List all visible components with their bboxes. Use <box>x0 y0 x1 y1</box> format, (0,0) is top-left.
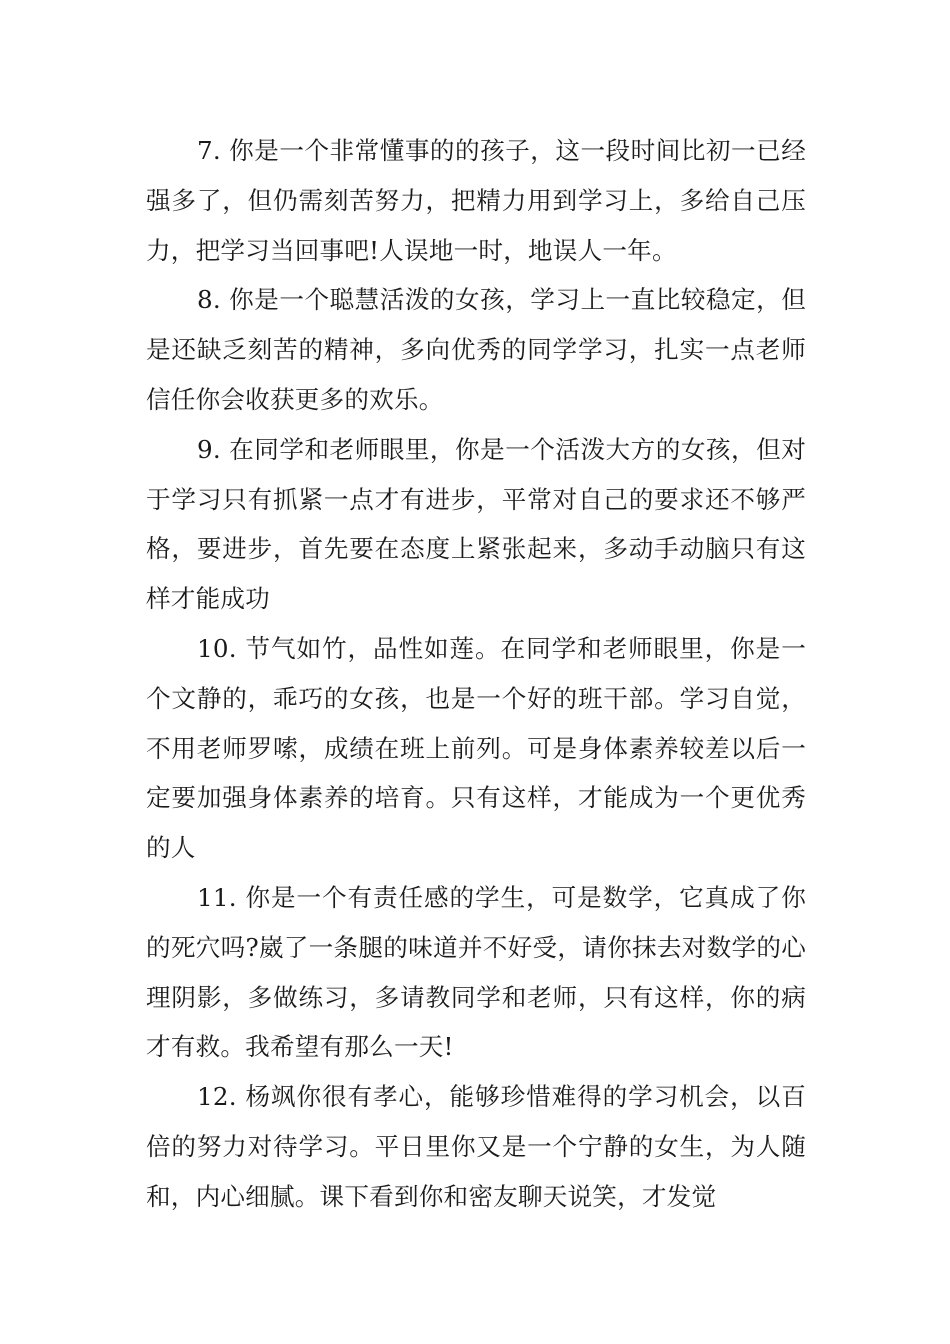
paragraph-comment-7: 7. 你是一个非常懂事的的孩子，这一段时间比初一已经强多了，但仍需刻苦努力，把精力用到学习上，多给自己压力，把学习当回事吧!人误地一时，地误人一年。 <box>146 136 806 265</box>
paragraph-comment-9: 9. 在同学和老师眼里，你是一个活泼大方的女孩，但对于学习只有抓紧一点才有进步，平常对自己的要求还不够严格，要进步，首先要在态度上紧张起来，多动手动脑只有这样才能成功 <box>146 434 806 614</box>
paragraph-comment-8: 8. 你是一个聪慧活泼的女孩，学习上一直比较稳定，但是还缺乏刻苦的精神，多向优秀的同学学习，扎实一点老师信任你会收获更多的欢乐。 <box>146 285 806 414</box>
paragraph-comment-12: 12. 杨飒你很有孝心，能够珍惜难得的学习机会，以百倍的努力对待学习。平日里你又是一个宁静的女生，为人随和，内心细腻。课下看到你和密友聊天说笑，才发觉 <box>146 1082 806 1211</box>
paragraph-comment-11: 11. 你是一个有责任感的学生，可是数学，它真成了你的死穴吗?崴了一条腿的味道并不好受，请你抹去对数学的心理阴影，多做练习，多请教同学和老师，只有这样，你的病才有救。我希望有那么一天! <box>146 882 806 1062</box>
document-body <box>146 126 806 1222</box>
paragraph-comment-10: 10. 节气如竹，品性如莲。在同学和老师眼里，你是一个文静的，乖巧的女孩，也是一个好的班干部。学习自觉，不用老师罗嗦，成绩在班上前列。可是身体素养较差以后一定要加强身体素养的培育。只有这样，才能成为一个更优秀的人 <box>146 633 806 863</box>
